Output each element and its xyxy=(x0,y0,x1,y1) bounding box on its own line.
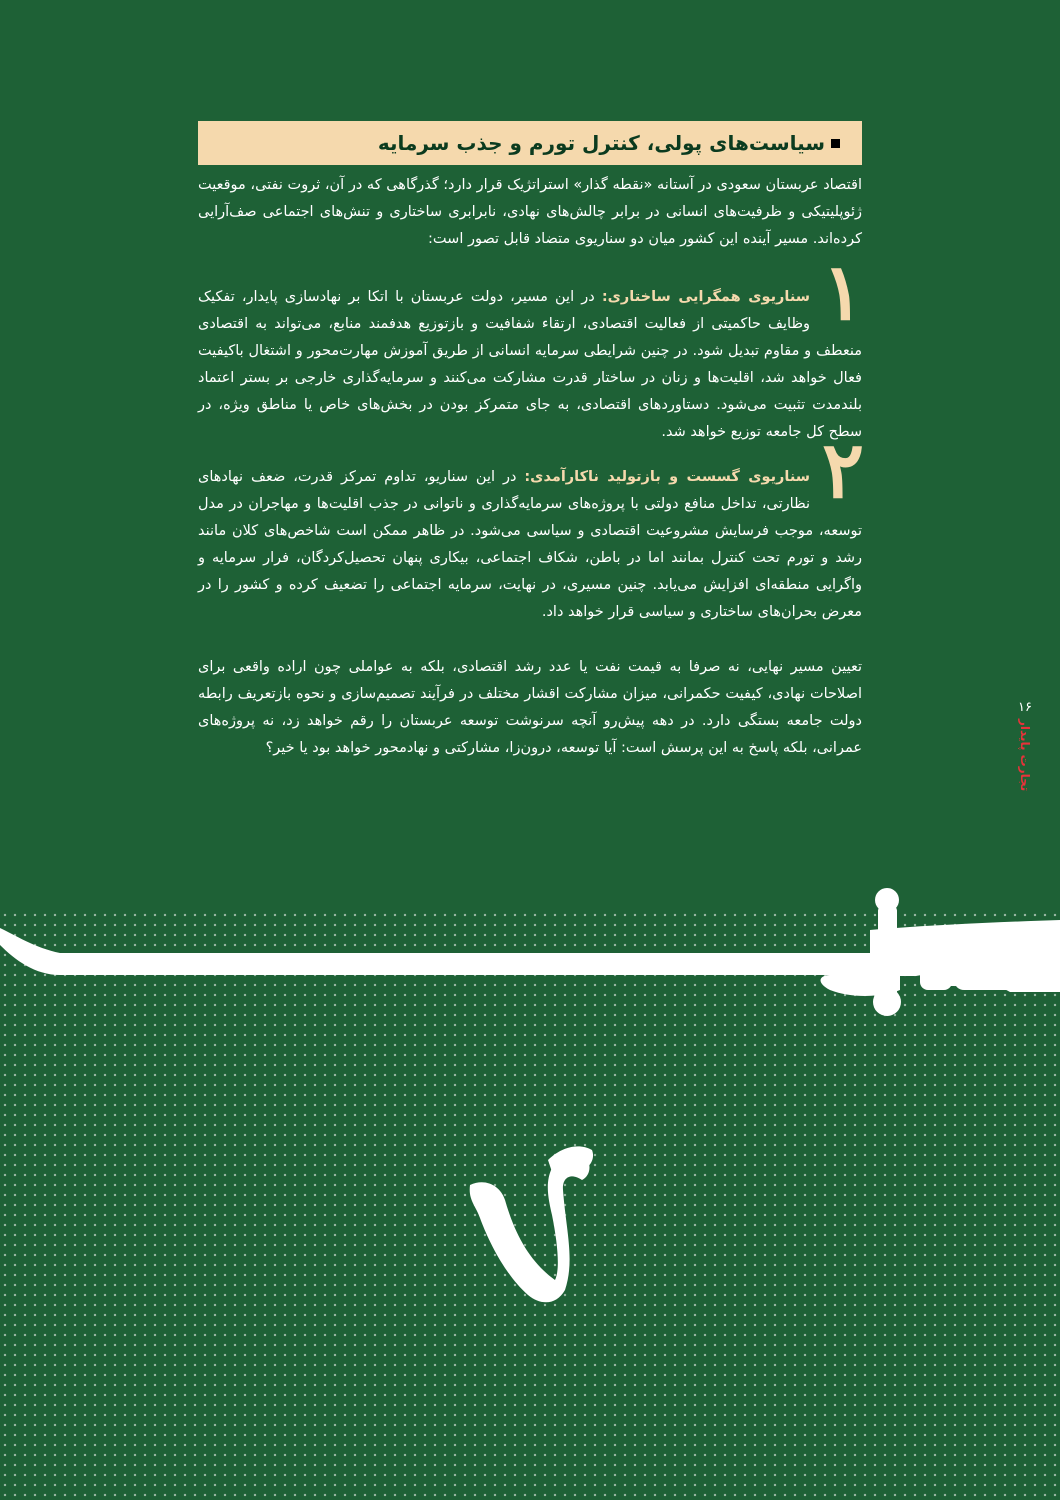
scenario-2-heading: سناریوی گسست و بازتولید ناکارآمدی: xyxy=(524,469,811,485)
scenario-2-number: ۲ xyxy=(822,425,864,516)
scenario-2-text: در این سناریو، تداوم تمرکز قدرت، ضعف نهادهای نظارتی، تداخل منافع دولتی با پروژه‌های سرمایه‌گذاری و ناتوانی در جذب اقلیت‌ها و مهاجران در مدل توسعه، موجب فرسایش مشروعیت اقتصادی و سیاسی می‌شود. در ظاهر ممکن است شاخص‌های کلان مانند رشد و تورم تحت کنترل بمانند اما در باطن، شکاف اجتماعی، بیکاری پنهان تحصیل‌کردگان، فرار سرمایه و واگرایی منطقه‌ای افزایش می‌یابد. چنین مسیری، در نهایت، سرمایه اجتماعی را تضعیف کرده و کشور را در معرض بحران‌های ساختاری و سیاسی قرار خواهد داد. xyxy=(198,469,862,620)
sword-blade-shape xyxy=(0,920,1060,996)
calligraphy-seven-shape xyxy=(470,1154,590,1302)
section-title: سیاست‌های پولی، کنترل تورم و جذب سرمایه xyxy=(377,131,825,155)
scenario-1-number: ۱ xyxy=(822,247,864,338)
closing-paragraph: تعیین مسیر نهایی، نه صرفا به قیمت نفت یا عدد رشد اقتصادی، بلکه به عواملی چون اراده واقعی برای اصلاحات نهادی، کیفیت حکمرانی، میزان مشارکت اقشار مختلف در فرآیند تصمیم‌سازی و نحوه بازتعریف رابطه دولت جامعه بستگی دارد. در دهه پیش‌رو آنچه سرنوشت توسعه عربستان را رقم خواهد زد، نه پروژه‌های عمرانی، بلکه پاسخ به این پرسش است: آیا توسعه، درون‌زا، مشارکتی و نهادمحور خواهد بود یا خیر؟ xyxy=(198,659,862,756)
calligraphy-stroke-shape xyxy=(548,1146,593,1172)
magazine-name: تجارت پایدار xyxy=(1018,719,1032,792)
intro-paragraph: اقتصاد عربستان سعودی در آستانه «نقطه گذار» استراتژیک قرار دارد؛ گذرگاهی که در آن، ثروت نفتی، موقعیت ژئوپلیتیکی و ظرفیت‌های انسانی در برابر چالش‌های نهادی، نابرابری ساختاری و تنش‌های اجتماعی صف‌آرایی کرده‌اند. مسیر آینده این کشور میان دو سناریوی متضاد قابل تصور است: xyxy=(198,177,862,247)
scenario-1-heading: سناریوی همگرایی ساختاری: xyxy=(601,289,810,305)
page-number: ۱۶ xyxy=(1018,700,1032,715)
scenario-1-text: در این مسیر، دولت عربستان با اتکا بر نهادسازی پایدار، تفکیک وظایف حاکمیتی از فعالیت اقتصادی، ارتقاء شفافیت و بازتوزیع هدفمند منابع، می‌تواند به اقتصادی منعطف و مقاوم تبدیل شود. در چنین شرایطی سرمایه انسانی از طریق آموزش مهارت‌محور و اشتغال باکیفیت فعال خواهد شد، اقلیت‌ها و زنان در ساختار قدرت مشارکت می‌کنند و سرمایه‌گذاری خارجی بر بستر اعتماد بلندمدت تثبیت می‌شود. دستاوردهای اقتصادی، به جای متمرکز بودن در بخش‌های خاص یا مناطق ویژه، در سطح کل جامعه توزیع خواهد شد. xyxy=(198,289,862,440)
